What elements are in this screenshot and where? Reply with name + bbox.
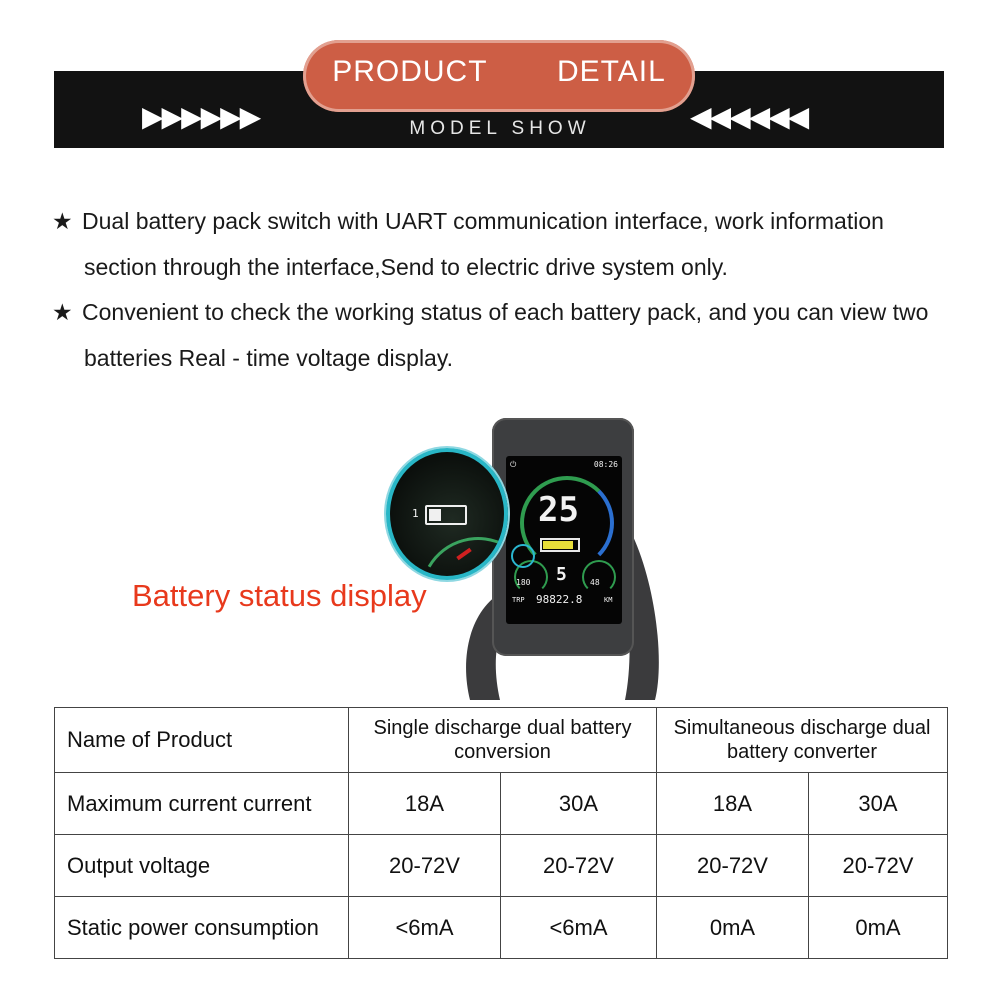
feature-line: Dual battery pack switch with UART communication interface, work information (82, 208, 884, 234)
screen-unit: KM (604, 596, 613, 604)
feature-item-1 (52, 198, 884, 290)
screen-trip-label: TRP (512, 596, 525, 604)
feature-line: section through the interface,Send to electric drive system only. (84, 254, 728, 280)
table-cell: 20-72V (349, 835, 501, 897)
row-label: Output voltage (55, 835, 349, 897)
screen-clock: 08:26 (593, 460, 618, 469)
battery-highlight-ring (511, 544, 535, 568)
arrows-right-icon: ▶▶▶▶▶▶ (142, 101, 260, 132)
table-row (55, 835, 948, 897)
feature-line: batteries Real - time voltage display. (84, 345, 454, 371)
table-cell: 18A (657, 773, 809, 835)
screen-speed: 25 (538, 490, 579, 530)
feature-line: Convenient to check the working status of each battery pack, and you can view two (82, 299, 929, 325)
table-cell: 30A (809, 773, 948, 835)
table-cell: 20-72V (657, 835, 809, 897)
row-label: Static power consumption (55, 897, 349, 959)
table-cell: 18A (349, 773, 501, 835)
battery-bar-icon (540, 538, 580, 552)
zoom-battery-number: 1 (412, 507, 419, 520)
row-label: Maximum current current (55, 773, 349, 835)
table-header-cell: Simultaneous discharge dual battery converter (657, 708, 948, 773)
star-icon: ★ (52, 299, 73, 325)
battery-status-caption: Battery status display (132, 578, 427, 613)
display-screen (506, 456, 622, 624)
page-title: PRODUCT DETAIL (332, 55, 666, 88)
table-row (55, 773, 948, 835)
table-cell: 0mA (657, 897, 809, 959)
table-cell: 0mA (809, 897, 948, 959)
power-icon: ⏻ (510, 460, 517, 469)
table-cell: <6mA (349, 897, 501, 959)
table-header-row (55, 708, 948, 773)
page-subtitle: MODEL SHOW (409, 118, 591, 139)
table-cell: 20-72V (809, 835, 948, 897)
screen-gear: 5 (556, 564, 567, 585)
table-header-cell: Single discharge dual battery conversion (349, 708, 657, 773)
arrows-left-icon: ◀◀◀◀◀◀ (690, 101, 808, 132)
feature-item-2 (52, 289, 928, 381)
right-gauge (582, 560, 616, 594)
battery-icon (425, 505, 467, 525)
table-cell: 30A (501, 773, 657, 835)
table-cell: <6mA (501, 897, 657, 959)
table-cell: 20-72V (501, 835, 657, 897)
screen-trip-value: 98822.8 (536, 593, 583, 606)
table-row (55, 897, 948, 959)
battery-zoom-callout (386, 448, 508, 580)
screen-left-value: 180 (516, 578, 531, 587)
screen-right-value: 48 (590, 578, 600, 587)
table-header-cell: Name of Product (55, 708, 349, 773)
star-icon: ★ (52, 208, 73, 234)
spec-table (54, 707, 948, 959)
